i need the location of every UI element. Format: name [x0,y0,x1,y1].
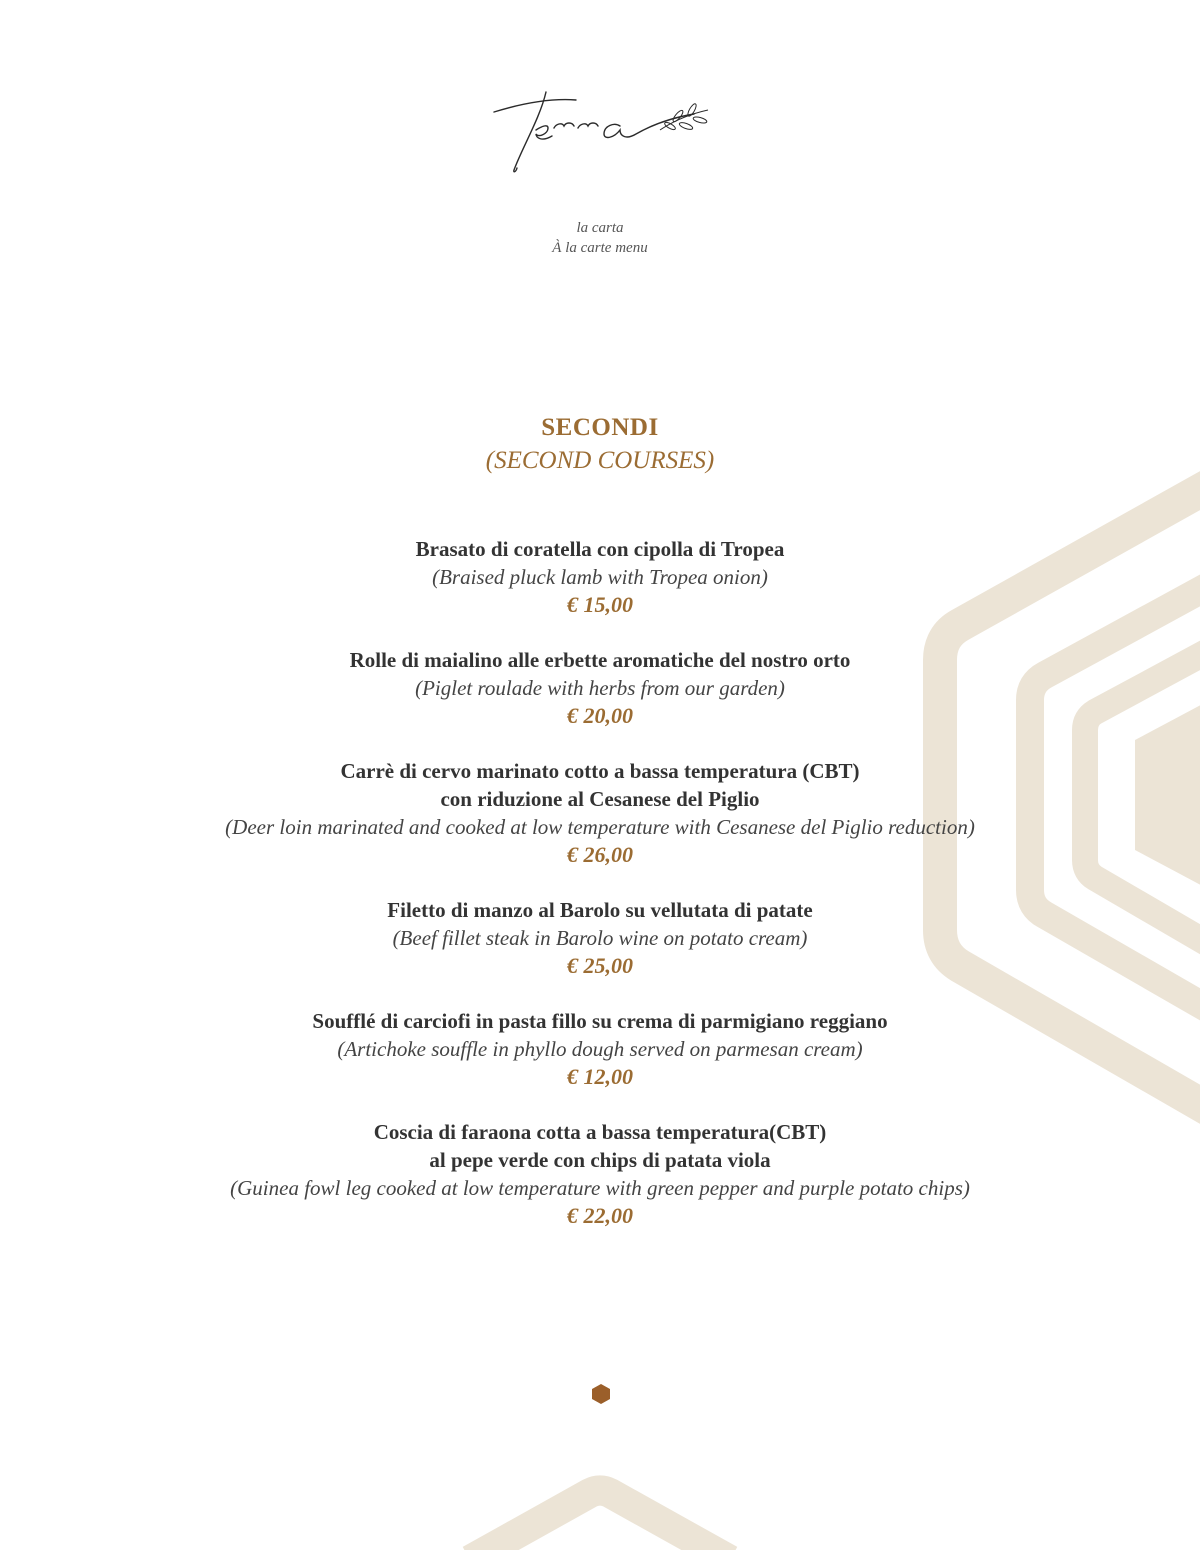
menu-subtitle-english: À la carte menu [552,240,648,256]
dish-item [0,896,1200,979]
dish-item [0,1007,1200,1090]
dish-item [0,1118,1200,1229]
brand-logo [480,78,720,188]
dish-name: Coscia di faraona cotta a bassa temperatura(CBT) al pepe verde con chips di patata viola [373,1120,827,1172]
dish-description: (Beef fillet steak in Barolo wine on potato cream) [392,926,808,950]
dish-name: Soufflé di carciofi in pasta fillo su crema di parmigiano reggiano [312,1009,888,1033]
dish-item [0,535,1200,618]
dish-name: Filetto di manzo al Barolo su vellutata di patate [387,898,813,922]
dish-price: € 20,00 [567,703,633,728]
menu-subtitle-italian: la carta [576,220,624,236]
olive-branch-icon [660,103,708,131]
dish-name: Rolle di maialino alle erbette aromatiche del nostro orto [349,648,851,672]
logo-script [480,78,720,188]
dish-item [0,757,1200,868]
dish-item [0,646,1200,729]
dish-list [0,535,1200,1257]
dish-price: € 25,00 [567,953,633,978]
dish-price: € 22,00 [567,1203,633,1228]
dish-description: (Piglet roulade with herbs from our garden) [415,676,785,700]
dish-name: Brasato di coratella con cipolla di Tropea [415,537,785,561]
dish-description: (Braised pluck lamb with Tropea onion) [432,565,768,589]
dish-description: (Guinea fowl leg cooked at low temperature with green pepper and purple potato chips) [230,1176,970,1200]
dish-price: € 26,00 [567,842,633,867]
dish-description: (Deer loin marinated and cooked at low temperature with Cesanese del Piglio reduction) [225,815,975,839]
dish-price: € 12,00 [567,1064,633,1089]
dish-price: € 15,00 [567,592,633,617]
section-title: SECONDI [541,414,659,441]
dish-name: Carrè di cervo marinato cotto a bassa temperatura (CBT) con riduzione al Cesanese del Piglio [340,759,860,811]
hexagon-icon [590,1383,612,1405]
section-subtitle: (SECOND COURSES) [485,447,715,474]
dish-description: (Artichoke souffle in phyllo dough served on parmesan cream) [337,1037,863,1061]
